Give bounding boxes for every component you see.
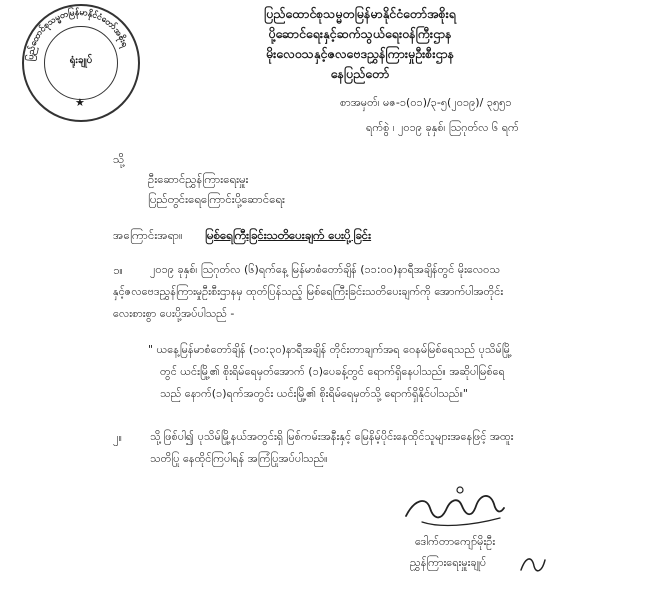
quote-line-2: တွင် ယင်းမြို့၏ စိုးရိမ်ရေမှတ်အောက် (၁)ပေခန့်တွင် ရောက်ရှိနေပါသည်။ အဆိုပါမြစ်ရေ [160, 365, 505, 378]
signatory-title: ညွှန်ကြားရေးမှူးချုပ် [410, 556, 487, 569]
government-name: ပြည်ထောင်စုသမ္မတမြန်မာနိုင်ငံတော်အစိုးရ [264, 6, 456, 21]
quote-line-3: သည် နောက်(၁)ရက်အတွင်း ယင်းမြို့၏ စိုးရိမ်ရေမှတ်သို့ ရောက်ရှိနိုင်ပါသည်။" [160, 387, 468, 400]
paragraph-2-line-2: သတိပြု နေထိုင်ကြပါရန် အကြံပြုအပ်ပါသည်။ [150, 452, 328, 465]
city-name: နေပြည်တော် [330, 66, 390, 81]
recipient-to: သို့ [113, 152, 125, 166]
recipient-title: ဦးဆောင်ညွှန်ကြားရေးမှူး [148, 172, 249, 186]
paragraph-2-number: ၂။ [113, 430, 123, 444]
recipient-office: ပြည်တွင်းရေကြောင်းပို့ဆောင်ရေး [148, 192, 285, 206]
paragraph-1-number: ၁။ [113, 263, 123, 277]
svg-text:ပြည်ထောင်စုသမ္မတမြန်မာနိုင်ငံတ: ပြည်ထောင်စုသမ္မတမြန်မာနိုင်ငံတော်အစိုးရ [25, 7, 130, 62]
paragraph-2-line-1: သို့ဖြစ်ပါ၍ ပုသိမ်မြို့နယ်အတွင်းရှိ မြစ်ကမ်းအနီးနှင့် မြေနိမ့်ပိုင်းနေထိုင်သူများအနေဖြင့် အထူး [150, 430, 514, 443]
subject-label: အကြောင်းအရာ။ [113, 228, 183, 242]
handwritten-signature [400, 482, 510, 532]
department-name: မိုးလေဝသနှင့်ဇလဗေဒညွှန်ကြားမှုဦးစီးဌာန [265, 46, 455, 61]
star-icon: ★ [75, 96, 85, 109]
letter-number: စာအမှတ်၊ မဇ-၁(၀၁)/၃-၅(၂၀၁၉)/ ၃၅၅၁ [340, 96, 512, 109]
letter-date: ရက်စွဲ ၊ ၂၀၁၉ ခုနှစ်၊ ဩဂုတ်လ ၆ ရက် [366, 121, 519, 134]
signatory-name: ဒေါက်တာကျော်မိုးဦး [415, 535, 496, 548]
seal-inner-ring [44, 26, 118, 100]
seal-center-text: ရုံးချုပ် [69, 55, 93, 66]
official-seal [22, 4, 140, 122]
initials-mark [518, 552, 548, 578]
paragraph-1-line-2: နှင့်ဇလဗေဒညွှန်ကြားမှုဦးစီးဌာနမှ ထုတ်ပြန်သည့် မြစ်ရေကြီးခြင်းသတိပေးချက်ကို အောက်ပါအတိုင်း [113, 285, 504, 298]
ministry-name: ပို့ဆောင်ရေးနှင့်ဆက်သွယ်ရေးဝန်ကြီးဌာန [268, 26, 452, 41]
paragraph-1-line-3: လေးစားစွာ ပေးပို့အပ်ပါသည် - [113, 307, 235, 320]
subject-text: မြစ်ရေကြီးခြင်းသတိပေးချက် ပေးပို့ခြင်း [205, 228, 372, 242]
paragraph-1-line-1: ၂၀၁၉ ခုနှစ်၊ ဩဂုတ်လ (၆)ရက်နေ့ မြန်မာစံတော်ချိန် (၁၁:၀၀)နာရီအချိန်တွင် မိုးလေဝသ [150, 263, 500, 276]
quote-line-1: " ယနေ့မြန်မာစံတော်ချိန် (၁၀:၃၀)နာရီအချိန် တိုင်းတာချက်အရ ဝေနမ်မြစ်ရေသည် ပုသိမ်မြို့ [148, 343, 512, 356]
